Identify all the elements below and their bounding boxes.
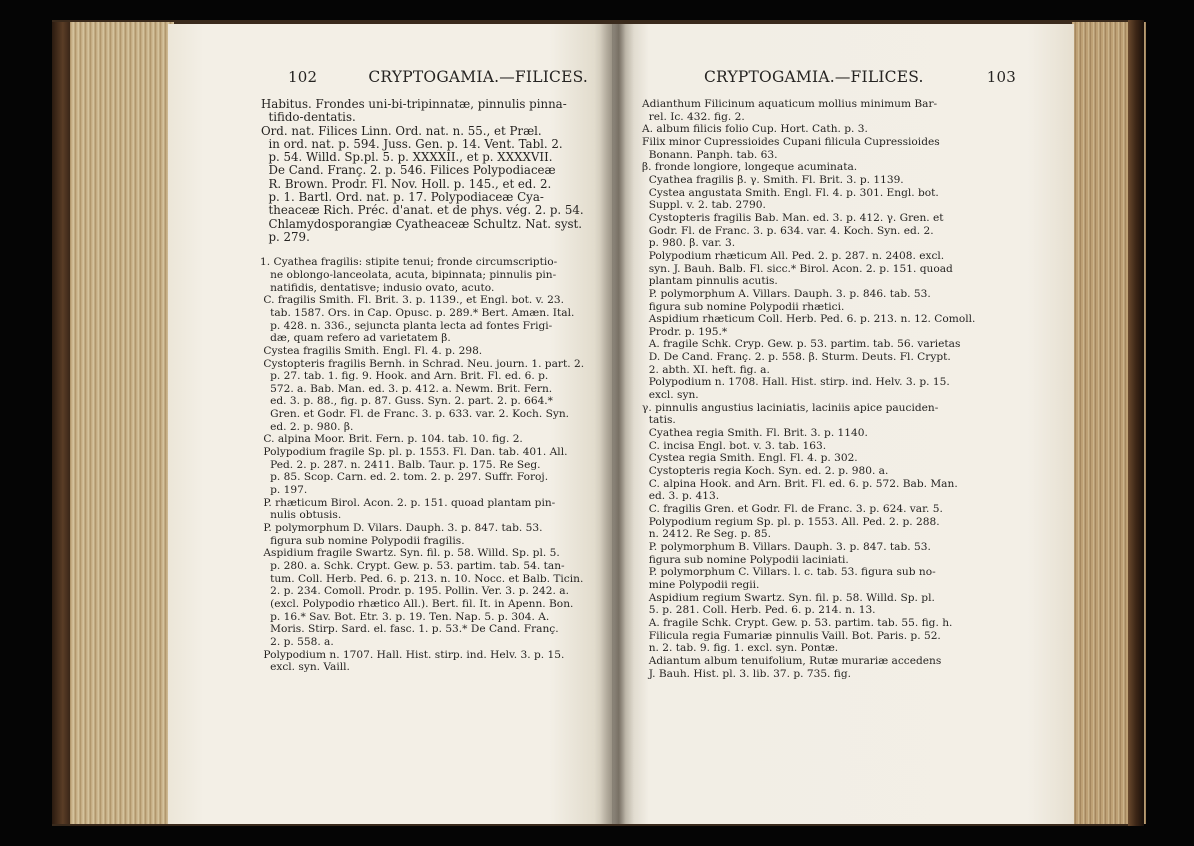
text-line: p. 27. tab. 1. fig. 9. Hook. and Arn. Brit. Fl. ed. 6. p. (260, 370, 549, 383)
text-line: Gren. et Godr. Fl. de Franc. 3. p. 633. var. 2. Koch. Syn. (260, 408, 570, 421)
text-line: 2. abth. XI. heft. fig. a. (642, 363, 770, 376)
right-body-text (642, 98, 976, 680)
text-line: p. 85. Scop. Carn. ed. 2. tom. 2. p. 297. Suffr. Foroj. (260, 471, 549, 484)
left-running-title: CRYPTOGAMIA.—FILICES. (368, 68, 588, 86)
left-page-edges (52, 22, 174, 824)
text-line: Adiantum album tenuifolium, Rutæ murariæ accedens (642, 654, 942, 667)
right-page-number: 103 (986, 68, 1016, 86)
text-line: Habitus. Frondes uni-bi-tripinnatæ, pinnulis pinna- (261, 97, 567, 111)
text-line: C. fragilis Gren. et Godr. Fl. de Franc. 3. p. 624. var. 5. (642, 503, 943, 515)
text-line: D. De Cand. Franç. 2. p. 558. β. Sturm. Deuts. Fl. Crypt. (642, 351, 951, 364)
text-line: C. alpina Moor. Brit. Fern. p. 104. tab. 10. fig. 2. (260, 433, 523, 446)
text-line: C. fragilis Smith. Fl. Brit. 3. p. 1139., et Engl. bot. v. 23. (260, 294, 564, 307)
text-line: β. fronde longiore, longeque acuminata. (642, 161, 858, 174)
text-line: n. 2412. Re Seg. p. 85. (642, 528, 772, 541)
text-line: syn. J. Bauh. Balb. Fl. sicc.* Birol. Acon. 2. p. 151. quoad (642, 262, 953, 275)
text-line: P. polymorphum A. Villars. Dauph. 3. p. 846. tab. 53. (642, 287, 931, 300)
text-line: figura sub nomine Polypodii fragilis. (260, 534, 465, 547)
text-line: Suppl. v. 2. tab. 2790. (642, 199, 766, 212)
text-line: Cystea angustata Smith. Engl. Fl. 4. p. 301. Engl. bot. (642, 186, 939, 199)
text-line: Cystopteris fragilis Bernh. in Schrad. Neu. journ. 1. part. 2. (260, 357, 585, 370)
text-line: 1. Cyathea fragilis: stipite tenui; fronde circumscriptio- (260, 256, 558, 269)
right-running-head (642, 68, 1016, 86)
text-line: dæ, quam refero ad varietatem β. (260, 332, 451, 345)
text-line: 2. p. 558. a. (260, 635, 334, 648)
text-line: ed. 3. p. 413. (642, 490, 720, 503)
text-line: P. rhæticum Birol. Acon. 2. p. 151. quoad plantam pin- (260, 496, 556, 509)
text-line: Bonann. Panph. tab. 63. (642, 148, 778, 161)
text-line: Ord. nat. Filices Linn. Ord. nat. n. 55., et Præl. (261, 123, 542, 138)
text-line: tum. Coll. Herb. Ped. 6. p. 213. n. 10. Nocc. et Balb. Ticin. (260, 572, 584, 585)
text-line: γ. pinnulis angustius laciniatis, laciniis apice pauciden- (642, 401, 939, 414)
text-line: ne oblongo-lanceolata, acuta, bipinnata; pinnulis pin- (260, 268, 557, 281)
text-line: Filicula regia Fumariæ pinnulis Vaill. Bot. Paris. p. 52. (642, 629, 941, 642)
text-line: Cyathea fragilis β. γ. Smith. Fl. Brit. 3. p. 1139. (642, 173, 904, 186)
left-page (168, 24, 612, 824)
text-line: Aspidium regium Swartz. Syn. fil. p. 58. Willd. Sp. pl. (642, 591, 935, 604)
text-line: p. 16.* Sav. Bot. Etr. 3. p. 19. Ten. Nap. 5. p. 304. A. (260, 610, 550, 623)
text-line: tab. 1587. Ors. in Cap. Opusc. p. 289.* Bert. Amæn. Ital. (260, 306, 575, 319)
text-line: mine Polypodii regii. (642, 578, 760, 591)
text-line: Moris. Stirp. Sard. el. fasc. 1. p. 53.* De Cand. Franç. (260, 623, 559, 636)
text-line: Cystopteris fragilis Bab. Man. ed. 3. p. 412. γ. Gren. et (642, 211, 944, 224)
left-body-text (260, 256, 585, 674)
left-page-number: 102 (288, 68, 318, 86)
text-line: Prodr. p. 195.* (642, 325, 728, 338)
text-line: Cystea fragilis Smith. Engl. Fl. 4. p. 298. (260, 344, 483, 357)
text-line: figura sub nomine Polypodii rhætici. (642, 300, 845, 313)
text-line: p. 280. a. Schk. Crypt. Gew. p. 53. partim. tab. 54. tan- (260, 560, 565, 573)
left-intro-text (260, 98, 585, 244)
text-line: 572. a. Bab. Man. ed. 3. p. 412. a. Newm. Brit. Fern. (260, 382, 553, 395)
text-line: p. 54. Willd. Sp.pl. 5. p. XXXXII., et p. XXXXVII. (261, 150, 553, 165)
text-line: Godr. Fl. de Franc. 3. p. 634. var. 4. Koch. Syn. ed. 2. (642, 224, 934, 237)
text-line: tifido-dentatis. (261, 110, 356, 125)
text-line: Aspidium fragile Swartz. Syn. fil. p. 58. Willd. Sp. pl. 5. (260, 547, 560, 560)
text-line: Polypodium fragile Sp. pl. p. 1553. Fl. Dan. tab. 401. All. (260, 446, 568, 459)
text-line: tatis. (642, 414, 676, 427)
text-line: p. 197. (260, 484, 308, 497)
text-line: (excl. Polypodio rhætico All.). Bert. fil. It. in Apenn. Bon. (260, 597, 574, 610)
text-line: P. polymorphum C. Villars. l. c. tab. 53. figura sub no- (642, 566, 936, 579)
text-line: A. fragile Schk. Cryp. Gew. p. 53. partim. tab. 56. varietas (642, 338, 961, 351)
text-line: n. 2. tab. 9. fig. 1. excl. syn. Pontæ. (642, 642, 839, 655)
text-line: Polypodium n. 1708. Hall. Hist. stirp. ind. Helv. 3. p. 15. (642, 376, 950, 389)
text-line: nulis obtusis. (260, 509, 342, 522)
text-line: Polypodium rhæticum All. Ped. 2. p. 287. n. 2408. excl. (642, 249, 945, 262)
text-line: excl. syn. Vaill. (260, 661, 350, 674)
text-line: p. 1. Bartl. Ord. nat. p. 17. Polypodiaceæ Cya- (261, 190, 544, 205)
text-line: Cystopteris regia Koch. Syn. ed. 2. p. 980. a. (642, 465, 889, 478)
text-line: P. polymorphum D. Vilars. Dauph. 3. p. 847. tab. 53. (260, 522, 543, 535)
text-line: in ord. nat. p. 594. Juss. Gen. p. 14. Vent. Tabl. 2. (261, 136, 563, 151)
text-line: figura sub nomine Polypodii laciniati. (642, 553, 849, 566)
text-line: Polypodium n. 1707. Hall. Hist. stirp. ind. Helv. 3. p. 15. (260, 648, 565, 661)
text-line: rel. Ic. 432. fig. 2. (642, 110, 745, 123)
text-line: plantam pinnulis acutis. (642, 275, 778, 288)
text-line: J. Bauh. Hist. pl. 3. lib. 37. p. 735. fig. (642, 667, 852, 680)
text-line: Polypodium regium Sp. pl. p. 1553. All. Ped. 2. p. 288. (642, 515, 940, 528)
text-line: 2. p. 234. Comoll. Prodr. p. 195. Pollin. Ver. 3. p. 242. a. (260, 585, 569, 598)
text-line: De Cand. Franç. 2. p. 546. Filices Polypodiaceæ (261, 163, 556, 178)
text-line: A. fragile Schk. Crypt. Gew. p. 53. partim. tab. 55. fig. h. (642, 616, 953, 629)
right-page (612, 24, 1074, 824)
text-line: C. incisa Engl. bot. v. 3. tab. 163. (642, 439, 827, 452)
left-cover (52, 22, 70, 824)
text-line: Filix minor Cupressioides Cupani filicula Cupressioides (642, 135, 940, 148)
text-line: A. album filicis folio Cup. Hort. Cath. p. 3. (642, 123, 868, 136)
text-line: R. Brown. Prodr. Fl. Nov. Holl. p. 145., et ed. 2. (261, 176, 552, 191)
text-line: ed. 2. p. 980. β. (260, 420, 354, 433)
text-line: ed. 3. p. 88., fig. p. 87. Guss. Syn. 2. part. 2. p. 664.* (260, 395, 553, 408)
text-line: 5. p. 281. Coll. Herb. Ped. 6. p. 214. n. 13. (642, 604, 876, 617)
right-running-title: CRYPTOGAMIA.—FILICES. (704, 68, 924, 86)
text-line: theaceæ Rich. Préc. d'anat. et de phys. vég. 2. p. 54. (261, 203, 584, 218)
text-line: p. 279. (261, 229, 310, 244)
text-line: C. alpina Hook. and Arn. Brit. Fl. ed. 6. p. 572. Bab. Man. (642, 477, 958, 490)
text-line: P. polymorphum B. Villars. Dauph. 3. p. 847. tab. 53. (642, 540, 931, 553)
left-running-head (260, 68, 588, 86)
text-line: Adianthum Filicinum aquaticum mollius minimum Bar- (642, 98, 938, 110)
right-cover (1128, 20, 1144, 826)
text-line: natifidis, dentatisve; indusio ovato, acuto. (260, 281, 495, 294)
text-line: Ped. 2. p. 287. n. 2411. Balb. Taur. p. 175. Re Seg. (260, 458, 541, 471)
text-line: excl. syn. (642, 389, 699, 402)
text-line: Cyathea regia Smith. Fl. Brit. 3. p. 1140. (642, 427, 868, 440)
text-line: Chlamydosporangiæ Cyatheaceæ Schultz. Nat. syst. (261, 216, 583, 231)
text-line: p. 428. n. 336., sejuncta planta lecta ad fontes Frigi- (260, 319, 553, 332)
text-line: p. 980. β. var. 3. (642, 237, 736, 250)
text-line: Aspidium rhæticum Coll. Herb. Ped. 6. p. 213. n. 12. Comoll. (642, 313, 976, 326)
text-line: Cystea regia Smith. Engl. Fl. 4. p. 302. (642, 452, 858, 465)
